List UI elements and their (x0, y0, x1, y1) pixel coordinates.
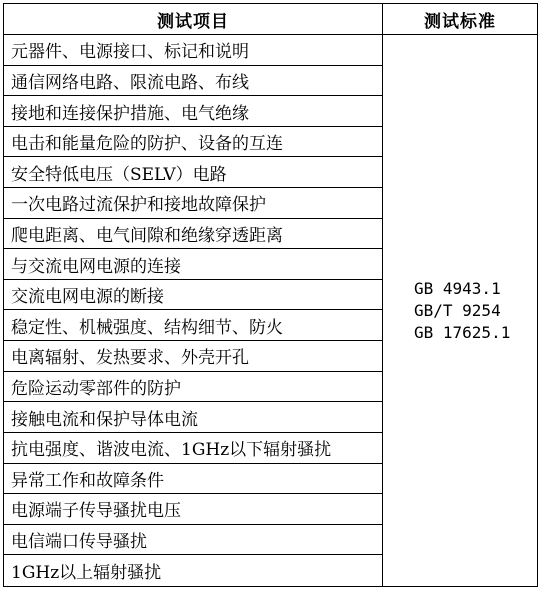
header-test-standard: 测试标准 (383, 4, 537, 35)
table-row-item: 接地和连接保护措施、电气绝缘 (4, 96, 383, 127)
table-row-item: 电击和能量危险的防护、设备的互连 (4, 127, 383, 158)
table-row-item: 电源端子传导骚扰电压 (4, 494, 383, 525)
standard-gb-17625-1: GB 17625.1 (414, 322, 511, 342)
standard-gb-4943-1: GB 4943.1 (414, 278, 501, 298)
table-row-item: 交流电网电源的断接 (4, 280, 383, 311)
table-row-item: 元器件、电源接口、标记和说明 (4, 35, 383, 66)
table-row-item: 危险运动零部件的防护 (4, 372, 383, 403)
table-row-item: 1GHz以上辐射骚扰 (4, 555, 383, 586)
table-row-item: 电信端口传导骚扰 (4, 525, 383, 556)
table-row-item: 安全特低电压（SELV）电路 (4, 157, 383, 188)
table-row-item: 稳定性、机械强度、结构细节、防火 (4, 310, 383, 341)
table-row-item: 一次电路过流保护和接地故障保护 (4, 188, 383, 219)
table-row-item: 与交流电网电源的连接 (4, 249, 383, 280)
standard-gb-t-9254: GB/T 9254 (414, 300, 501, 320)
table-row-item: 爬电距离、电气间隙和绝缘穿透距离 (4, 219, 383, 250)
table-row-item: 异常工作和故障条件 (4, 464, 383, 495)
standards-cell (383, 35, 537, 586)
table-row-item: 电离辐射、发热要求、外壳开孔 (4, 341, 383, 372)
table-row-item: 接触电流和保护导体电流 (4, 402, 383, 433)
test-standards-table (3, 3, 538, 587)
table-row-item: 抗电强度、谐波电流、1GHz以下辐射骚扰 (4, 433, 383, 464)
header-test-item: 测试项目 (4, 4, 383, 35)
table-row-item: 通信网络电路、限流电路、布线 (4, 66, 383, 97)
